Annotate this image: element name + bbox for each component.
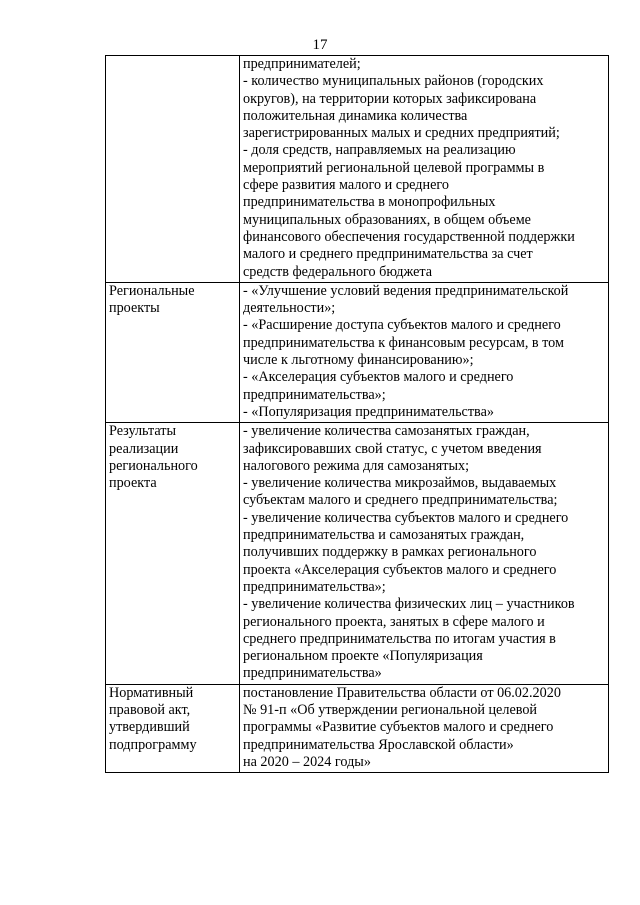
row-content-line: предпринимательства в монопрофильных (243, 194, 496, 211)
row-content-line: малого и среднего предпринимательства за счет (243, 246, 533, 263)
row-content-cell (240, 282, 609, 422)
row-label-line: утвердивший (109, 719, 190, 736)
row-content-line: числе к льготному финансированию»; (243, 352, 474, 369)
row-content-line: предпринимательства»; (243, 386, 386, 403)
row-content-line: субъектам малого и среднего предпринимательства; (243, 492, 558, 509)
row-content-cell (240, 684, 609, 772)
row-content-line: налогового режима для самозанятых; (243, 457, 470, 474)
row-label-cell (106, 423, 240, 684)
row-label-line: Региональные (109, 282, 195, 299)
row-content-line: на 2020 – 2024 годы» (243, 753, 371, 770)
row-content-line: предпринимательства к финансовым ресурсам, в том (243, 334, 564, 351)
row-label-line: правовой акт, (109, 701, 191, 718)
row-content-line: сфере развития малого и среднего (243, 177, 449, 194)
row-content-line: программы «Развитие субъектов малого и среднего (243, 719, 554, 736)
row-content-line: зафиксировавших свой статус, с учетом введения (243, 440, 542, 457)
row-content-line: положительная динамика количества (243, 107, 468, 124)
row-content-line: региональном проекте «Популяризация (243, 648, 483, 665)
table-row-normative-act (106, 684, 609, 772)
row-label-line: проекты (109, 300, 160, 317)
row-content-cell (240, 423, 609, 684)
row-content-line: предпринимательства»; (243, 578, 386, 595)
row-content-line: - доля средств, направляемых на реализацию (243, 142, 516, 159)
row-content-line: № 91-п «Об утверждении региональной целевой (243, 701, 538, 718)
row-content-line: - увеличение количества субъектов малого и среднего (243, 509, 569, 526)
row-content-line: проекта «Акселерация субъектов малого и среднего (243, 561, 557, 578)
table-row-regional-projects (106, 282, 609, 422)
row-content-line: - количество муниципальных районов (городских (243, 73, 544, 90)
row-content-line: - увеличение количества микрозаймов, выдаваемых (243, 475, 557, 492)
row-content-line: среднего предпринимательства по итогам участия в (243, 630, 556, 647)
row-content-line: округов), на территории которых зафиксирована (243, 90, 537, 107)
row-content-line: муниципальных образованиях, в общем объеме (243, 211, 531, 228)
row-content-line: финансового обеспечения государственной поддержки (243, 228, 575, 245)
table-row-indicators-continued (106, 56, 609, 283)
row-label-line: регионального (109, 457, 198, 474)
row-content-line: - «Улучшение условий ведения предпринимательской (243, 282, 569, 299)
row-content-line: предпринимательства» (243, 665, 382, 682)
row-content-line: средств федерального бюджета (243, 263, 433, 280)
row-content-line: постановление Правительства области от 06.02.2020 (243, 684, 561, 701)
row-content-line: предпринимательства Ярославской области» (243, 736, 514, 753)
row-label-line: проекта (109, 475, 157, 492)
row-label-line: Результаты (109, 423, 176, 440)
row-content-line: предпринимателей; (243, 56, 361, 72)
row-content-line: деятельности»; (243, 300, 336, 317)
page-number: 17 (312, 37, 328, 53)
row-content-line: - «Расширение доступа субъектов малого и среднего (243, 317, 561, 334)
row-label-cell (106, 282, 240, 422)
row-content-line: - «Популяризация предпринимательства» (243, 403, 494, 420)
row-label-line: Нормативный (109, 684, 194, 701)
row-content-line: - «Акселерация субъектов малого и среднего (243, 369, 514, 386)
row-content-line: - увеличение количества самозанятых граждан, (243, 423, 530, 440)
subprogram-passport-table (105, 55, 609, 773)
table-row-regional-project-results (106, 423, 609, 684)
row-label-line: реализации (109, 440, 179, 457)
row-content-line: получивших поддержку в рамках регионального (243, 544, 537, 561)
row-content-cell (240, 56, 609, 283)
row-label-line: подпрограмму (109, 736, 197, 753)
row-content-line: предпринимательства и самозанятых граждан, (243, 527, 525, 544)
row-content-line: - увеличение количества физических лиц – участников (243, 596, 575, 613)
row-content-line: мероприятий региональной целевой программы в (243, 159, 545, 176)
row-label-cell (106, 684, 240, 772)
row-label-cell (106, 56, 240, 283)
row-content-line: регионального проекта, занятых в сфере малого и (243, 613, 545, 630)
row-content-line: зарегистрированных малых и средних предприятий; (243, 125, 560, 142)
